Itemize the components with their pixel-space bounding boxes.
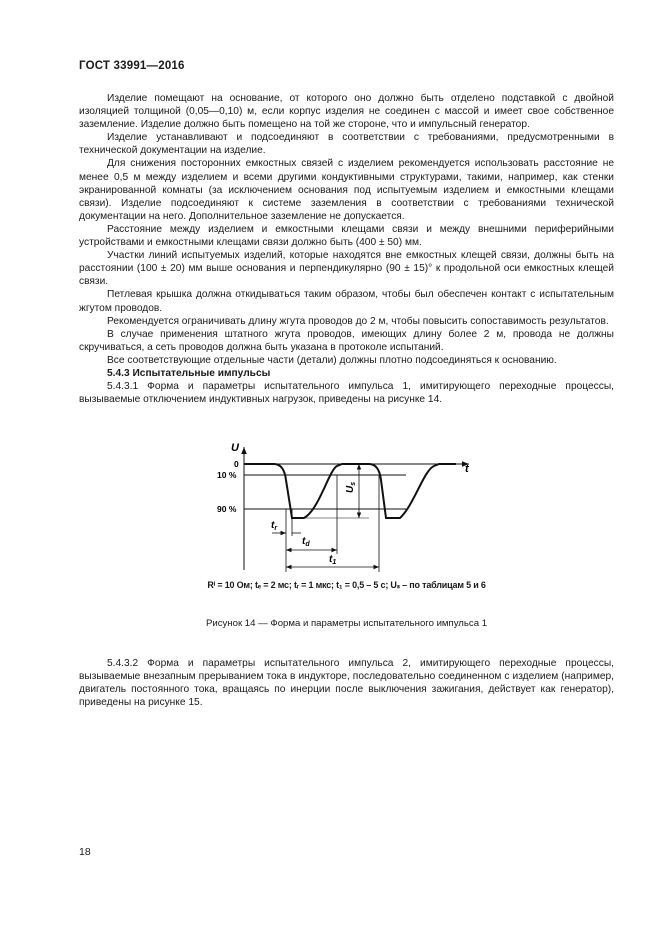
paragraph: Для снижения посторонних емкостных связей с изделием рекомендуется использовать расстояние не менее 0,5 м между изделием и всеми другими кондуктивными структурами, такими, например, как стенки экранированной комнаты (за исключением основания под испытуемым изделием и емкостными клещами связи). Изделие подсоединяют к системе заземления в соответствии с требованиями технической документации на него. Дополнительное заземление не допускается. <box>79 158 614 222</box>
tr-label: $t_r$ <box>271 520 278 532</box>
figure-parameters: Rⁱ = 10 Ом; tₑ = 2 мс; tᵣ = 1 мкс; t₁ = 0,5 – 5 с; Uₛ – по таблицам 5 и 6 <box>207 580 486 590</box>
document-header: ГОСТ 33991—2016 <box>79 60 185 72</box>
t-axis-label: t <box>465 463 469 475</box>
u-axis-label: U <box>231 442 239 454</box>
t1-label: $t_1$ <box>329 554 337 566</box>
paragraph-5-4-3-1: 5.4.3.1 Форма и параметры испытательного импульса 1, имитирующего переходные процессы, вызываемые отключением индуктивных нагрузок, приведены на рисунке 14. <box>79 381 614 406</box>
paragraph: Изделие устанавливают и подсоединяют в соответствии с требованиями, предусмотренными в технической документации на изделие. <box>79 132 614 157</box>
level-90-label: 90 % <box>217 504 237 514</box>
level-10-label: 10 % <box>217 470 237 480</box>
paragraph: Участки линий испытуемых изделий, которые находятся вне емкостных клещей связи, должны быть на расстоянии (100 ± 20) мм выше основания и перпендикулярно (90 ± 15)° к продольной оси емкостных клещей связи. <box>79 250 614 288</box>
section-heading: 5.4.3 Испытательные импульсы <box>107 367 271 379</box>
body-text <box>79 92 614 406</box>
paragraph: Рекомендуется ограничивать длину жгута проводов до 2 м, чтобы повысить сопоставимость результатов. <box>107 315 609 327</box>
paragraph: Расстояние между изделием и емкостными клещами связи и между внешними периферийными устройствами и емкостными клещами связи должно быть (400 ± 50) мм. <box>79 223 614 249</box>
paragraph: В случае применения штатного жгута проводов, имеющих длину более 2 м, провода не должны скручиваться, а сеть проводов должна быть указана в протоколе испытаний. <box>79 328 614 353</box>
paragraph: Изделие помещают на основание, от которого оно должно быть отделено подставкой с двойной изоляцией толщиной (0,05—0,10) м, если корпус изделия не соединен с массой и имеет свое собственное заземление. Изделие должно быть помещено на той же стороне, что и импульсный генератор. <box>79 93 614 131</box>
figure-caption: Рисунок 14 — Форма и параметры испытательного импульса 1 <box>205 618 488 629</box>
us-label: $U_s$ <box>345 481 357 493</box>
pulse-figure <box>79 440 614 580</box>
paragraph-5-4-3-2: 5.4.3.2 Форма и параметры испытательного импульса 2, имитирующего переходные процессы, вызываемые внезапным прерыванием тока в индукторе, последовательно соединенном с изделием (например, двигатель постоянного тока, вращаясь по инерции после выключения зажигания, действует как генератор), приведены на рисунке 15. <box>79 658 614 709</box>
td-label: $t_d$ <box>302 536 310 548</box>
body-text-continued <box>79 657 614 709</box>
paragraph: Все соответствующие отдельные части (детали) должны плотно подсоединяться к основанию. <box>107 354 557 366</box>
page-number: 18 <box>79 846 91 858</box>
level-0-label: 0 <box>234 459 239 469</box>
paragraph: Петлевая крышка должна откидываться таким образом, чтобы был обеспечен контакт с испытательным жгутом проводов. <box>79 289 614 314</box>
pulse-diagram <box>79 440 614 580</box>
